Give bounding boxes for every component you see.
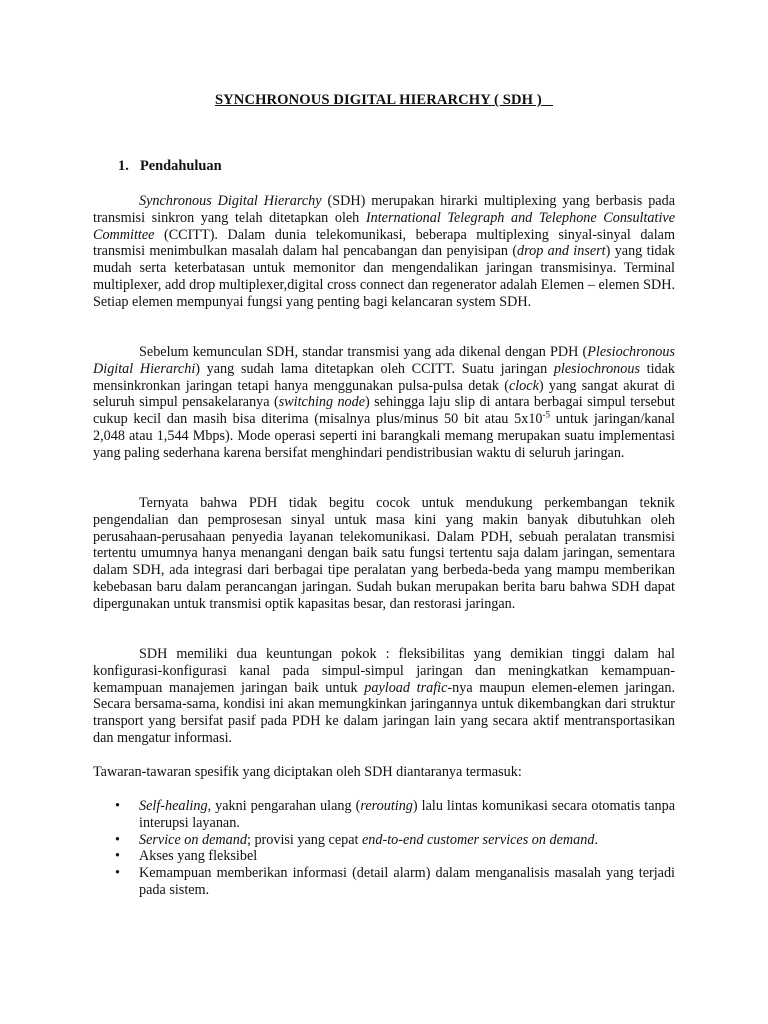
paragraph-pdh-limits: Ternyata bahwa PDH tidak begitu cocok untuk mendukung perkembangan teknik pengendalian dan pemprosesan sinyal untuk masa kini yang makin banyak dibutuhkan oleh perusahaan-perusahaan penyedia layanan telekomunikasi. Dalam PDH, sebuah peralatan transmisi tertentu umumnya hanya menangani dengan baik satu fungsi tertentu saja dalam jaringan, sementara dalam SDH, ada integrasi dari berbagai tipe peralatan yang berbeda-beda yang mampu memberikan kebebasan baru dalam perancangan jaringan. Sudah bukan merupakan berita baru bahwa SDH dapat dipergunakan untuk transmisi optik kapasitas besar, dan restorasi jaringan. bbox=[93, 495, 675, 612]
offerings-list bbox=[93, 798, 675, 899]
list-item: • Service on demand; provisi yang cepat end-to-end customer services on demand. bbox=[115, 831, 598, 848]
section-heading bbox=[118, 158, 222, 175]
list-item: • Kemampuan memberikan informasi (detail alarm) dalam menganalisis masalah yang terjadi pada sistem. bbox=[115, 865, 675, 898]
paragraph-sdh-advantages: SDH memiliki dua keuntungan pokok : fleksibilitas yang demikian tinggi dalam hal konfigurasi-konfigurasi kanal pada simpul-simpul jaringan dan meningkatkan kemampuan-kemampuan manajemen jaringan baik untuk payload trafic-nya maupun elemen-elemen jaringan. Secara bersama-sama, kondisi ini akan memungkinkan jaringannya untuk dikembangkan dari struktur transport yang bersifat pasif pada PDH ke dalam jaringan lain yang secara aktif mentransportasikan dan mengatur informasi. bbox=[93, 646, 675, 746]
bullet-icon: • bbox=[115, 831, 120, 848]
section-number: 1. bbox=[118, 158, 129, 174]
section-title: Pendahuluan bbox=[140, 158, 222, 174]
document-title: SYNCHRONOUS DIGITAL HIERARCHY ( SDH ) bbox=[214, 92, 542, 108]
bullet-icon: • bbox=[115, 798, 120, 814]
bullet-icon: • bbox=[115, 848, 120, 865]
paragraph-offerings-intro: Tawaran-tawaran spesifik yang diciptakan oleh SDH diantaranya termasuk: bbox=[93, 764, 522, 780]
paragraph-pdh: Sebelum kemunculan SDH, standar transmisi yang ada dikenal dengan PDH (Plesiochronous Digital Hierarchi) yang sudah lama ditetapkan oleh CCITT. Suatu jaringan plesiochronous tidak mensinkronkan jaringan tetapi hanya menggunakan pulsa-pulsa detak (clock) yang sangat akurat di seluruh simpul pensakelaranya (switching node) sehingga laju slip di antara berbagai simpul tersebut cukup kecil dan masih bisa diterima (misalnya plus/minus 50 bit atau $5x10^{-5}$ untuk jaringan/kanal 2,048 atau 1,544 Mbps). Mode operasi seperti ini barangkali memang merupakan suatu implementasi yang paling sederhana karena bersifat menghindari pendistribusian waktu di seluruh jaringan. bbox=[93, 344, 676, 461]
paragraph-intro: Synchronous Digital Hierarchy (SDH) merupakan hirarki multiplexing yang berbasis pada transmisi sinkron yang telah ditetapkan oleh International Telegraph and Telephone Consultative Committee (CCITT). Dalam dunia telekomunikasi, beberapa multiplexing sinyal-sinyal dalam transmisi menimbulkan masalah dalam hal pencabangan dan penyisipan (drop and insert) yang tidak mudah serta keterbatasan untuk memonitor dan mengendalikan jaringan transmisinya. Terminal multiplexer, add drop multiplexer,digital cross connect dan regenerator adalah Elemen – elemen SDH. Setiap elemen mempunyai fungsi yang penting bagi kelancaran system SDH. bbox=[93, 193, 675, 310]
list-item: • Akses yang fleksibel bbox=[115, 848, 258, 865]
list-item: • Self-healing, yakni pengarahan ulang (rerouting) lalu lintas komunikasi secara otomatis tanpa interupsi layanan. bbox=[115, 798, 675, 831]
bullet-icon: • bbox=[115, 865, 120, 882]
